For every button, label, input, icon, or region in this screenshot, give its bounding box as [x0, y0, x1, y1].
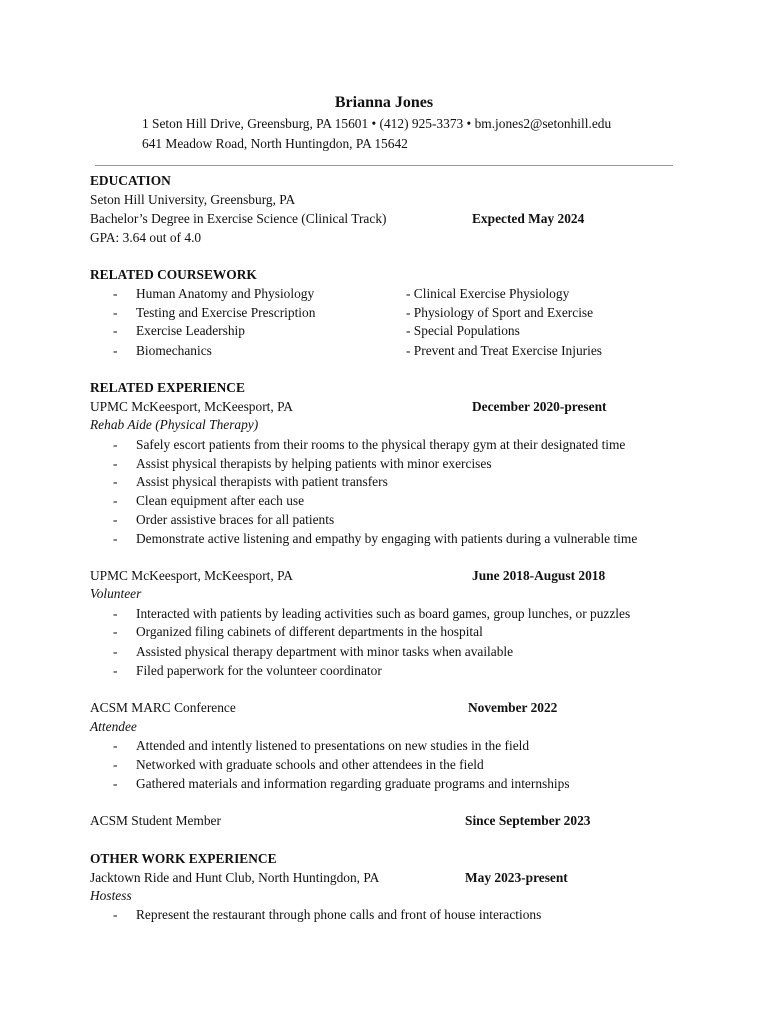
bullet-marker: -	[113, 757, 118, 772]
job-org: Jacktown Ride and Hunt Club, North Huntingdon, PA	[90, 870, 380, 885]
bullet-marker: -	[113, 663, 118, 678]
contact-line-2: 641 Meadow Road, North Huntingdon, PA 15642	[142, 136, 408, 151]
job-role: Attendee	[90, 719, 137, 734]
course-row	[0, 285, 672, 303]
list-item	[0, 436, 672, 454]
course-row	[0, 342, 672, 360]
bullet-marker: -	[113, 776, 118, 791]
list-item	[0, 605, 672, 623]
bullet-marker: -	[113, 493, 118, 508]
education-gpa: GPA: 3.64 out of 4.0	[90, 230, 202, 245]
bullet-text: Organized filing cabinets of different departments in the hospital	[136, 624, 483, 639]
bullet-marker: -	[113, 456, 118, 471]
course-item: - Special Populations	[406, 323, 520, 338]
bullet-text: Filed paperwork for the volunteer coordinator	[136, 663, 382, 678]
list-item	[0, 756, 672, 774]
list-item	[0, 530, 672, 548]
bullet-text: Represent the restaurant through phone calls and front of house interactions	[136, 907, 542, 922]
job-role: Rehab Aide (Physical Therapy)	[90, 417, 259, 432]
course-item: - Prevent and Treat Exercise Injuries	[406, 343, 602, 358]
header-divider	[95, 165, 673, 166]
list-item	[0, 455, 672, 473]
contact-line-1: 1 Seton Hill Drive, Greensburg, PA 15601 • (412) 925-3373 • bm.jones2@setonhill.edu	[142, 116, 612, 131]
list-item	[0, 737, 672, 755]
course-row	[0, 322, 672, 340]
bullet-marker: -	[113, 323, 118, 338]
bullet-marker: -	[113, 305, 118, 320]
bullet-marker: -	[113, 738, 118, 753]
list-item	[0, 623, 672, 641]
candidate-name: Brianna Jones	[334, 94, 434, 111]
education-heading: EDUCATION	[90, 173, 171, 188]
list-item	[0, 775, 672, 793]
job-date: November 2022	[468, 700, 558, 715]
course-item: Biomechanics	[136, 343, 212, 358]
job-role: Hostess	[90, 888, 132, 903]
bullet-text: Order assistive braces for all patients	[136, 512, 335, 527]
bullet-text: Safely escort patients from their rooms to the physical therapy gym at their designated time	[136, 437, 626, 452]
course-item: - Clinical Exercise Physiology	[406, 286, 570, 301]
bullet-text: Networked with graduate schools and other attendees in the field	[136, 757, 484, 772]
bullet-marker: -	[113, 624, 118, 639]
membership-org: ACSM Student Member	[90, 813, 221, 828]
bullet-text: Clean equipment after each use	[136, 493, 305, 508]
coursework-heading: RELATED COURSEWORK	[90, 267, 257, 282]
bullet-text: Interacted with patients by leading activities such as board games, group lunches, or puzzles	[136, 606, 631, 621]
bullet-text: Gathered materials and information regarding graduate programs and internships	[136, 776, 570, 791]
bullet-marker: -	[113, 474, 118, 489]
bullet-text: Assisted physical therapy department with minor tasks when available	[136, 644, 514, 659]
course-item: Testing and Exercise Prescription	[136, 305, 316, 320]
course-row	[0, 304, 672, 322]
list-item	[0, 643, 672, 661]
job-date: June 2018-August 2018	[472, 568, 606, 583]
bullet-marker: -	[113, 907, 118, 922]
list-item	[0, 511, 672, 529]
bullet-marker: -	[113, 512, 118, 527]
list-item	[0, 492, 672, 510]
job-date: December 2020-present	[472, 399, 607, 414]
list-item	[0, 906, 672, 924]
other-work-heading: OTHER WORK EXPERIENCE	[90, 851, 277, 866]
course-item: Human Anatomy and Physiology	[136, 286, 315, 301]
bullet-marker: -	[113, 531, 118, 546]
bullet-text: Assist physical therapists with patient transfers	[136, 474, 388, 489]
job-role: Volunteer	[90, 586, 142, 601]
bullet-text: Assist physical therapists by helping patients with minor exercises	[136, 456, 492, 471]
job-org: ACSM MARC Conference	[90, 700, 236, 715]
bullet-text: Demonstrate active listening and empathy by engaging with patients during a vulnerable time	[136, 531, 638, 546]
bullet-marker: -	[113, 343, 118, 358]
bullet-text: Attended and intently listened to presentations on new studies in the field	[136, 738, 530, 753]
list-item	[0, 473, 672, 491]
bullet-marker: -	[113, 437, 118, 452]
bullet-marker: -	[113, 606, 118, 621]
experience-heading: RELATED EXPERIENCE	[90, 380, 245, 395]
job-org: UPMC McKeesport, McKeesport, PA	[90, 399, 293, 414]
list-item	[0, 662, 672, 680]
course-item: - Physiology of Sport and Exercise	[406, 305, 594, 320]
education-school: Seton Hill University, Greensburg, PA	[90, 192, 296, 207]
job-org: UPMC McKeesport, McKeesport, PA	[90, 568, 293, 583]
education-degree: Bachelor’s Degree in Exercise Science (Clinical Track)	[90, 211, 387, 226]
membership-date: Since September 2023	[465, 813, 591, 828]
education-date: Expected May 2024	[472, 211, 585, 226]
bullet-marker: -	[113, 644, 118, 659]
job-date: May 2023-present	[465, 870, 568, 885]
bullet-marker: -	[113, 286, 118, 301]
course-item: Exercise Leadership	[136, 323, 245, 338]
